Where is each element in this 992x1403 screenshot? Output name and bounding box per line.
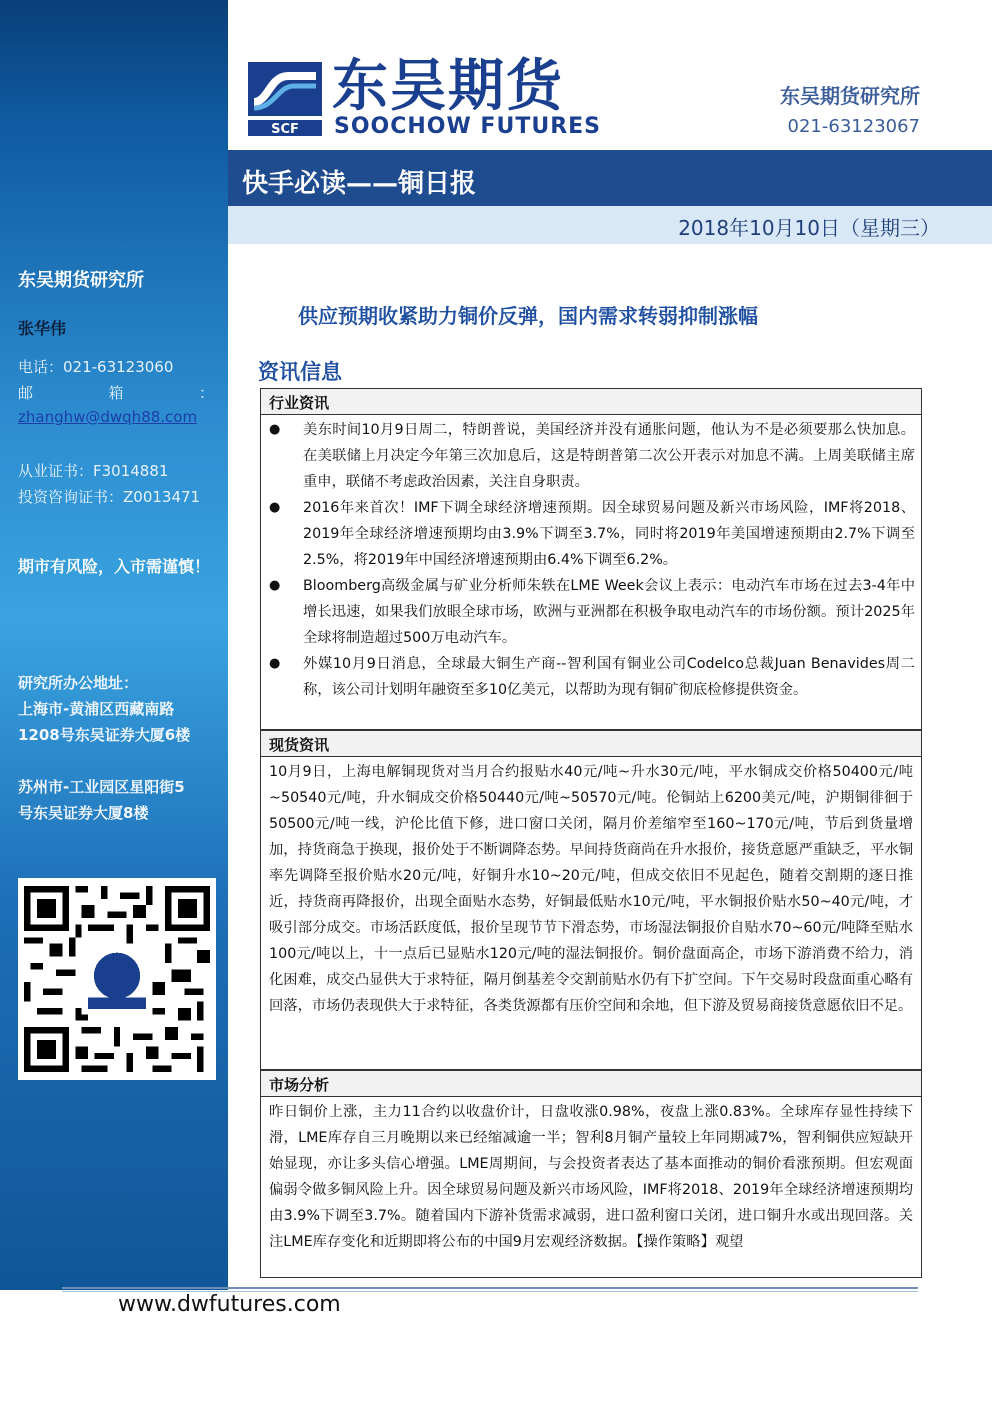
report-date: 2018年10月10日（星期三） xyxy=(678,216,940,240)
brand-name-cn: 东吴期货 xyxy=(332,54,564,119)
section-title: 资讯信息 xyxy=(258,360,342,384)
list-item xyxy=(269,651,915,703)
footer-website[interactable]: www.dwfutures.com xyxy=(118,1292,341,1317)
spot-news-text: 10月9日，上海电解铜现货对当月合约报贴水40元/吨~升水30元/吨，平水铜成交价格50400元/吨~50540元/吨，升水铜成交价格50440元/吨~50570元/吨。伦铜站上6200美元/吨，沪期铜徘徊于50500元/吨一线，沪伦比值下修，进口窗口关闭，隔月价差缩窄至160~170元/吨，节后到货量增加，持货商急于换现，报价处于不断调降态势。早间持货商尚在升水报价，接货意愿严重缺乏，平水铜率先调降至报价贴水20元/吨，好铜升水10~20元/吨，但成交依旧不见起色，随着交割期的逐日推近，持货商再降报价，出现全面贴水态势，好铜最低贴水10元/吨，平水铜报价贴水50~40元/吨，才吸引部分成交。市场活跃度低，报价呈现节节下滑态势，市场湿法铜报价自贴水70~60元/吨降至贴水100元/吨以上，十一点后已显贴水120元/吨的湿法铜报价。铜价盘面高企，市场下游消费不给力，消化困难，成交凸显供大于求特征，隔月倒基差令交割前贴水仍有下扩空间。下午交易时段盘面重心略有回落，市场仍表现供大于求特征，各类货源都有压价空间和余地，但下游及贸易商接货意愿依旧不足。 xyxy=(269,764,913,1014)
office-suzhou-line1: 苏州市-工业园区星阳街5 xyxy=(18,778,185,796)
mail-char: 邮 xyxy=(18,384,34,402)
institute-phone: 021-63123067 xyxy=(787,116,920,137)
office-shanghai-line1: 上海市-黄浦区西藏南路 xyxy=(18,700,175,718)
market-analysis-heading: 市场分析 xyxy=(261,1071,921,1097)
industry-news-heading: 行业资讯 xyxy=(261,389,921,415)
office-shanghai-line2: 1208号东吴证券大厦6楼 xyxy=(18,726,191,744)
logo-letters: SCF xyxy=(271,122,299,136)
brand-name-en: SOOCHOW FUTURES xyxy=(334,114,602,139)
qr-code-image xyxy=(24,884,210,1074)
market-analysis-text: 昨日铜价上涨，主力11合约以收盘价计，日盘收涨0.98%，夜盘上涨0.83%。全球库存显性持续下滑，LME库存自三月晚期以来已经缩减逾一半；智利8月铜产量较上年同期减7%，智利铜供应短缺开始显现，亦让多头信心增强。LME周期间，与会投资者表达了基本面推动的铜价看涨预期。但宏观面偏弱令做多铜风险上升。因全球贸易问题及新兴市场风险，IMF将2018、2019年全球经济增速预期均由3.9%下调至3.7%。随着国内下游补货需求减弱，进口盈利窗口关闭，进口铜升水或出现回落。关注LME库存变化和近期即将公布的中国9月宏观经济数据。【操作策略】观望 xyxy=(269,1104,913,1250)
logo-icon xyxy=(248,62,322,136)
author-mail-label xyxy=(18,382,214,403)
industry-news-box xyxy=(260,388,922,730)
report-title: 快手必读——铜日报 xyxy=(242,169,477,199)
license-number: 从业证书：F3014881 xyxy=(18,462,169,480)
bullet-icon: ● xyxy=(269,656,281,671)
consult-license-number: 投资咨询证书：Z0013471 xyxy=(18,488,201,506)
market-analysis-box xyxy=(260,1070,922,1278)
office-title: 研究所办公地址： xyxy=(18,674,139,692)
institute-name: 东吴期货研究所 xyxy=(780,84,920,108)
spot-news-heading: 现货资讯 xyxy=(261,731,921,757)
qr-code xyxy=(18,878,216,1080)
list-item xyxy=(269,573,915,651)
bullet-icon: ● xyxy=(269,422,281,437)
author-name: 张华伟 xyxy=(18,319,67,338)
bullet-icon: ● xyxy=(269,578,281,593)
industry-news-list xyxy=(261,415,921,707)
mail-char: ： xyxy=(198,384,214,402)
brand-logo-mark xyxy=(248,62,322,136)
list-item xyxy=(269,417,915,495)
news-text: 外媒10月9日消息，全球最大铜生产商--智利国有铜业公司Codelco总裁Juan Benavides周二称，该公司计划明年融资至多10亿美元，以帮助为现有铜矿彻底检修提供资金。 xyxy=(303,656,915,698)
news-text: 美东时间10月9日周二，特朗普说，美国经济并没有通胀问题，他认为不是必须要那么快加息。在美联储上月决定今年第三次加息后，这是特朗普第二次公开表示对加息不满。上周美联储主席重申，联储不考虑政治因素，关注自身职责。 xyxy=(303,422,915,490)
news-text: Bloomberg高级金属与矿业分析师朱轶在LME Week会议上表示：电动汽车市场在过去3-4年中增长迅速，如果我们放眼全球市场，欧洲与亚洲都在积极争取电动汽车的市场份额。预计2025年全球将制造超过500万电动汽车。 xyxy=(303,578,915,646)
mail-char: 箱 xyxy=(108,384,124,402)
sidebar-org: 东吴期货研究所 xyxy=(18,270,144,291)
author-email-link[interactable]: zhanghw@dwqh88.com xyxy=(18,408,198,426)
office-suzhou-line2: 号东吴证券大厦8楼 xyxy=(18,804,149,822)
report-headline: 供应预期收紧助力铜价反弹，国内需求转弱抑制涨幅 xyxy=(298,304,758,328)
footer-divider xyxy=(62,1287,918,1289)
news-text: 2016年来首次！IMF下调全球经济增速预期。因全球贸易问题及新兴市场风险，IMF将2018、2019年全球经济增速预期均由3.9%下调至3.7%，同时将2019年美国增速预期由2.7%下调至2.5%，将2019年中国经济增速预期由6.4%下调至6.2%。 xyxy=(303,500,915,568)
spot-news-box xyxy=(260,730,922,1070)
author-tel: 电话：021-63123060 xyxy=(18,358,174,376)
risk-warning: 期市有风险，入市需谨慎！ xyxy=(18,557,211,576)
list-item xyxy=(269,495,915,573)
bullet-icon: ● xyxy=(269,500,281,515)
sidebar xyxy=(0,0,228,1290)
